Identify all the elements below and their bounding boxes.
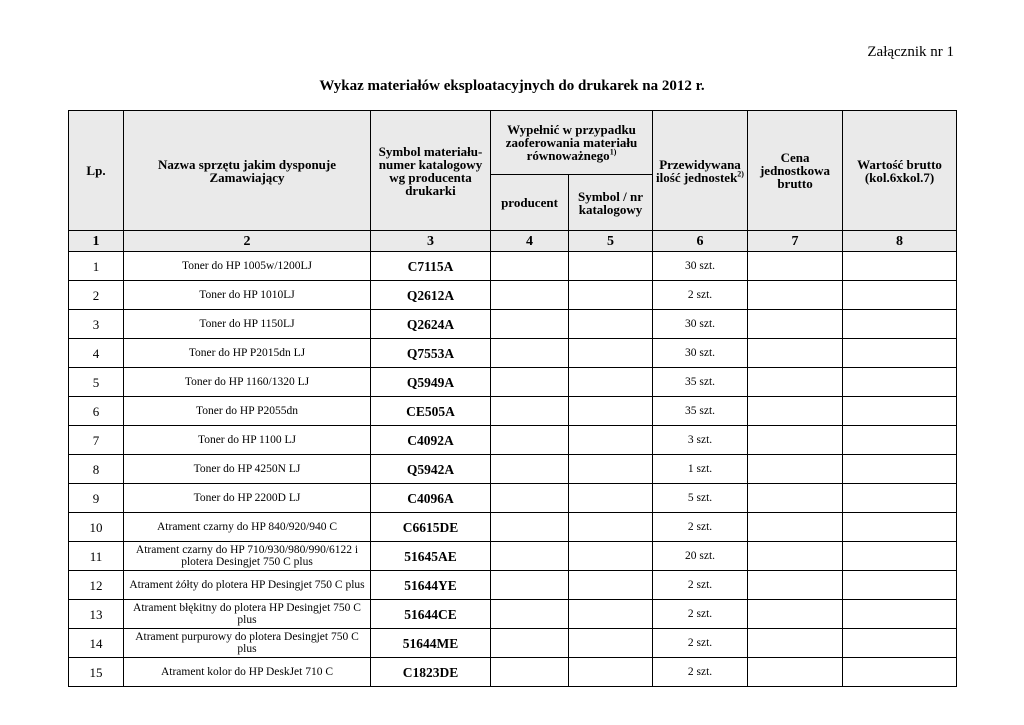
row-unit-price <box>748 252 843 281</box>
row-unit-price <box>748 600 843 629</box>
row-name: Atrament błękitny do plotera HP Desingjet 750 C plus <box>124 600 371 629</box>
row-lp: 3 <box>69 310 124 339</box>
row-unit-price <box>748 542 843 571</box>
row-producer <box>491 484 569 513</box>
row-gross-value <box>843 629 957 658</box>
row-gross-value <box>843 484 957 513</box>
row-name: Toner do HP P2055dn <box>124 397 371 426</box>
column-numbers-row <box>69 231 957 252</box>
row-symbol: Q2624A <box>371 310 491 339</box>
header-quantity-text: Przewidywana ilość jednostek <box>656 156 741 185</box>
row-symbol: C1823DE <box>371 658 491 687</box>
row-lp: 1 <box>69 252 124 281</box>
row-gross-value <box>843 281 957 310</box>
document-title: Wykaz materiałów eksploatacyjnych do drukarek na 2012 r. <box>319 78 705 94</box>
row-producer <box>491 542 569 571</box>
row-producer <box>491 571 569 600</box>
header-unit-price: Cena jednostkowa brutto <box>748 111 843 231</box>
row-quantity: 5 szt. <box>653 484 748 513</box>
row-gross-value <box>843 426 957 455</box>
row-symbol: CE505A <box>371 397 491 426</box>
row-name: Toner do HP 4250N LJ <box>124 455 371 484</box>
table-row <box>69 571 957 600</box>
row-catalog-symbol <box>569 339 653 368</box>
row-symbol: 51644CE <box>371 600 491 629</box>
row-lp: 8 <box>69 455 124 484</box>
row-quantity: 30 szt. <box>653 310 748 339</box>
row-lp: 9 <box>69 484 124 513</box>
row-producer <box>491 513 569 542</box>
table-row <box>69 368 957 397</box>
row-unit-price <box>748 426 843 455</box>
row-catalog-symbol <box>569 310 653 339</box>
row-quantity: 2 szt. <box>653 571 748 600</box>
row-lp: 12 <box>69 571 124 600</box>
row-quantity: 1 szt. <box>653 455 748 484</box>
row-gross-value <box>843 310 957 339</box>
row-producer <box>491 426 569 455</box>
column-number: 4 <box>491 231 569 252</box>
column-number: 1 <box>69 231 124 252</box>
header-equivalent-text: Wypełnić w przypadku zaoferowania materiału równoważnego <box>505 122 638 163</box>
row-name: Toner do HP 1100 LJ <box>124 426 371 455</box>
row-lp: 11 <box>69 542 124 571</box>
column-number: 7 <box>748 231 843 252</box>
row-producer <box>491 368 569 397</box>
row-name: Toner do HP 1150LJ <box>124 310 371 339</box>
row-lp: 4 <box>69 339 124 368</box>
row-lp: 6 <box>69 397 124 426</box>
row-producer <box>491 629 569 658</box>
row-producer <box>491 281 569 310</box>
row-catalog-symbol <box>569 513 653 542</box>
row-gross-value <box>843 571 957 600</box>
column-number: 8 <box>843 231 957 252</box>
table-row <box>69 513 957 542</box>
table-row <box>69 426 957 455</box>
row-lp: 2 <box>69 281 124 310</box>
row-quantity: 35 szt. <box>653 368 748 397</box>
row-symbol: Q2612A <box>371 281 491 310</box>
row-symbol: Q5942A <box>371 455 491 484</box>
table-row <box>69 339 957 368</box>
row-name: Toner do HP P2015dn LJ <box>124 339 371 368</box>
row-quantity: 2 szt. <box>653 629 748 658</box>
row-catalog-symbol <box>569 426 653 455</box>
row-quantity: 2 szt. <box>653 513 748 542</box>
row-name: Atrament czarny do HP 710/930/980/990/6122 i plotera Desingjet 750 C plus <box>124 542 371 571</box>
row-producer <box>491 310 569 339</box>
row-lp: 13 <box>69 600 124 629</box>
table-row <box>69 252 957 281</box>
column-number: 3 <box>371 231 491 252</box>
row-producer <box>491 252 569 281</box>
row-symbol: 51644ME <box>371 629 491 658</box>
row-symbol: C6615DE <box>371 513 491 542</box>
row-unit-price <box>748 513 843 542</box>
footnote-2-marker: 2) <box>737 169 744 179</box>
table-row <box>69 281 957 310</box>
table-row <box>69 629 957 658</box>
row-unit-price <box>748 368 843 397</box>
row-unit-price <box>748 339 843 368</box>
row-lp: 5 <box>69 368 124 397</box>
row-catalog-symbol <box>569 368 653 397</box>
header-quantity <box>653 111 748 231</box>
row-quantity: 35 szt. <box>653 397 748 426</box>
row-name: Atrament czarny do HP 840/920/940 C <box>124 513 371 542</box>
row-catalog-symbol <box>569 252 653 281</box>
row-lp: 10 <box>69 513 124 542</box>
row-name: Toner do HP 2200D LJ <box>124 484 371 513</box>
row-lp: 14 <box>69 629 124 658</box>
row-gross-value <box>843 368 957 397</box>
row-quantity: 2 szt. <box>653 600 748 629</box>
header-name: Nazwa sprzętu jakim dysponuje Zamawiający <box>124 111 371 231</box>
footnote-1-marker: 1) <box>609 147 617 157</box>
header-catalog-symbol: Symbol / nr katalogowy <box>569 175 653 231</box>
table-row <box>69 455 957 484</box>
row-name: Atrament żółty do plotera HP Desingjet 750 C plus <box>124 571 371 600</box>
row-unit-price <box>748 629 843 658</box>
row-quantity: 20 szt. <box>653 542 748 571</box>
row-unit-price <box>748 397 843 426</box>
table-row <box>69 542 957 571</box>
row-symbol: C7115A <box>371 252 491 281</box>
row-gross-value <box>843 397 957 426</box>
row-unit-price <box>748 281 843 310</box>
row-gross-value <box>843 542 957 571</box>
row-quantity: 30 szt. <box>653 339 748 368</box>
row-unit-price <box>748 455 843 484</box>
row-catalog-symbol <box>569 397 653 426</box>
header-gross-value: Wartość brutto (kol.6xkol.7) <box>843 111 957 231</box>
row-quantity: 2 szt. <box>653 281 748 310</box>
row-catalog-symbol <box>569 455 653 484</box>
row-name: Toner do HP 1160/1320 LJ <box>124 368 371 397</box>
row-producer <box>491 455 569 484</box>
table-row <box>69 484 957 513</box>
header-lp: Lp. <box>69 111 124 231</box>
row-name: Toner do HP 1010LJ <box>124 281 371 310</box>
row-symbol: C4092A <box>371 426 491 455</box>
row-name: Atrament kolor do HP DeskJet 710 C <box>124 658 371 687</box>
column-number: 2 <box>124 231 371 252</box>
column-number: 5 <box>569 231 653 252</box>
row-quantity: 2 szt. <box>653 658 748 687</box>
row-lp: 15 <box>69 658 124 687</box>
row-symbol: 51645AE <box>371 542 491 571</box>
row-unit-price <box>748 571 843 600</box>
table-row <box>69 600 957 629</box>
row-producer <box>491 339 569 368</box>
row-catalog-symbol <box>569 600 653 629</box>
header-producer: producent <box>491 175 569 231</box>
row-quantity: 3 szt. <box>653 426 748 455</box>
row-lp: 7 <box>69 426 124 455</box>
row-catalog-symbol <box>569 542 653 571</box>
row-gross-value <box>843 252 957 281</box>
row-symbol: 51644YE <box>371 571 491 600</box>
row-catalog-symbol <box>569 484 653 513</box>
row-name: Atrament purpurowy do plotera Desingjet 750 C plus <box>124 629 371 658</box>
row-gross-value <box>843 455 957 484</box>
row-unit-price <box>748 658 843 687</box>
row-unit-price <box>748 484 843 513</box>
header-row <box>69 111 957 175</box>
row-catalog-symbol <box>569 571 653 600</box>
table-row <box>69 658 957 687</box>
row-catalog-symbol <box>569 281 653 310</box>
table-body <box>69 252 957 687</box>
row-symbol: Q7553A <box>371 339 491 368</box>
row-gross-value <box>843 339 957 368</box>
table-row <box>69 310 957 339</box>
header-symbol: Symbol materiału- numer katalogowy wg producenta drukarki <box>371 111 491 231</box>
row-unit-price <box>748 310 843 339</box>
row-gross-value <box>843 658 957 687</box>
row-producer <box>491 658 569 687</box>
row-gross-value <box>843 600 957 629</box>
row-symbol: Q5949A <box>371 368 491 397</box>
header-equivalent <box>491 111 653 175</box>
annex-label: Załącznik nr 1 <box>867 44 954 60</box>
row-gross-value <box>843 513 957 542</box>
row-producer <box>491 600 569 629</box>
column-number: 6 <box>653 231 748 252</box>
row-producer <box>491 397 569 426</box>
materials-table <box>68 110 957 687</box>
table-row <box>69 397 957 426</box>
row-symbol: C4096A <box>371 484 491 513</box>
row-quantity: 30 szt. <box>653 252 748 281</box>
row-catalog-symbol <box>569 658 653 687</box>
row-name: Toner do HP 1005w/1200LJ <box>124 252 371 281</box>
row-catalog-symbol <box>569 629 653 658</box>
